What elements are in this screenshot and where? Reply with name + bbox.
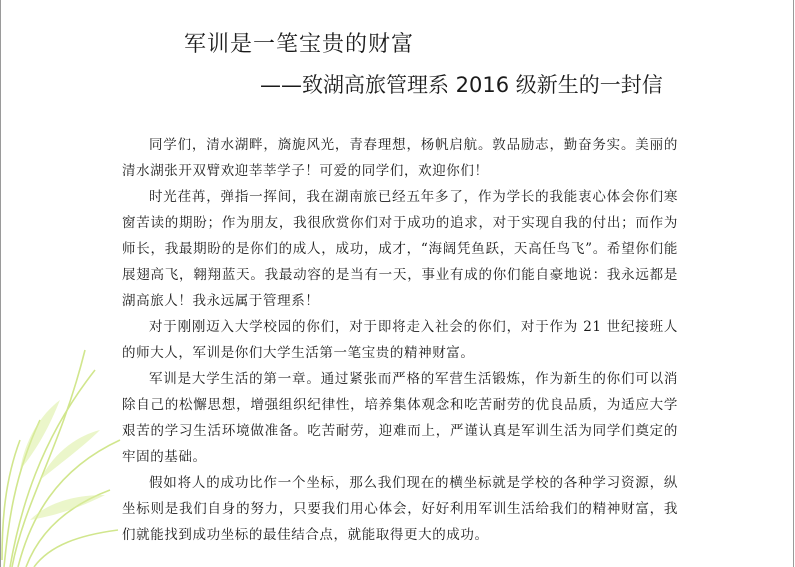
paragraph: 假如将人的成功比作一个坐标，那么我们现在的横坐标就是学校的各种学习资源，纵坐标则是我们自身的努力，只要我们用心体会，好好利用军训生活给我们的精神财富，我们就能找到成功坐标的最佳结合点，就能取得更大的成功。	[122, 475, 678, 543]
letter-subtitle: ——致湖高旅管理系 2016 级新生的一封信	[260, 73, 663, 97]
paragraph: 时光荏苒，弹指一挥间，我在湖南旅已经五年多了，作为学长的我能衷心体会你们寒窗苦读的期盼；作为朋友，我很欣赏你们对于成功的追求，对于实现自我的付出；而作为师长，我最期盼的是你们的成人，成功，成才，“海阔凭鱼跃，天高任鸟飞”。希望你们能展翅高飞，翱翔蓝天。我最动容的是当有一天，事业有成的你们能自豪地说：我永远都是湖高旅人！我永远属于管理系！	[122, 189, 678, 309]
paragraph: 军训是大学生活的第一章。通过紧张而严格的军营生活锻炼，作为新生的你们可以消除自己的松懈思想，增强组织纪律性，培养集体观念和吃苦耐劳的优良品质，为适应大学艰苦的学习生活环境做准备。吃苦耐劳，迎难而上，严谨认真是军训生活为同学们奠定的牢固的基础。	[122, 371, 678, 465]
letter-body	[122, 132, 678, 548]
paragraph: 同学们，清水湖畔，旖旎风光，青春理想，杨帆启航。敦品励志，勤奋务实。美丽的清水湖张开双臂欢迎莘莘学子！可爱的同学们，欢迎你们！	[122, 137, 678, 179]
letter-title: 军训是一笔宝贵的财富	[184, 32, 415, 57]
paragraph: 对于刚刚迈入大学校园的你们，对于即将走入社会的你们，对于作为 21 世纪接班人的师大人，军训是你们大学生活第一笔宝贵的精神财富。	[122, 319, 678, 361]
grass-watermark-decoration	[0, 330, 130, 567]
page-right-border	[793, 0, 794, 567]
